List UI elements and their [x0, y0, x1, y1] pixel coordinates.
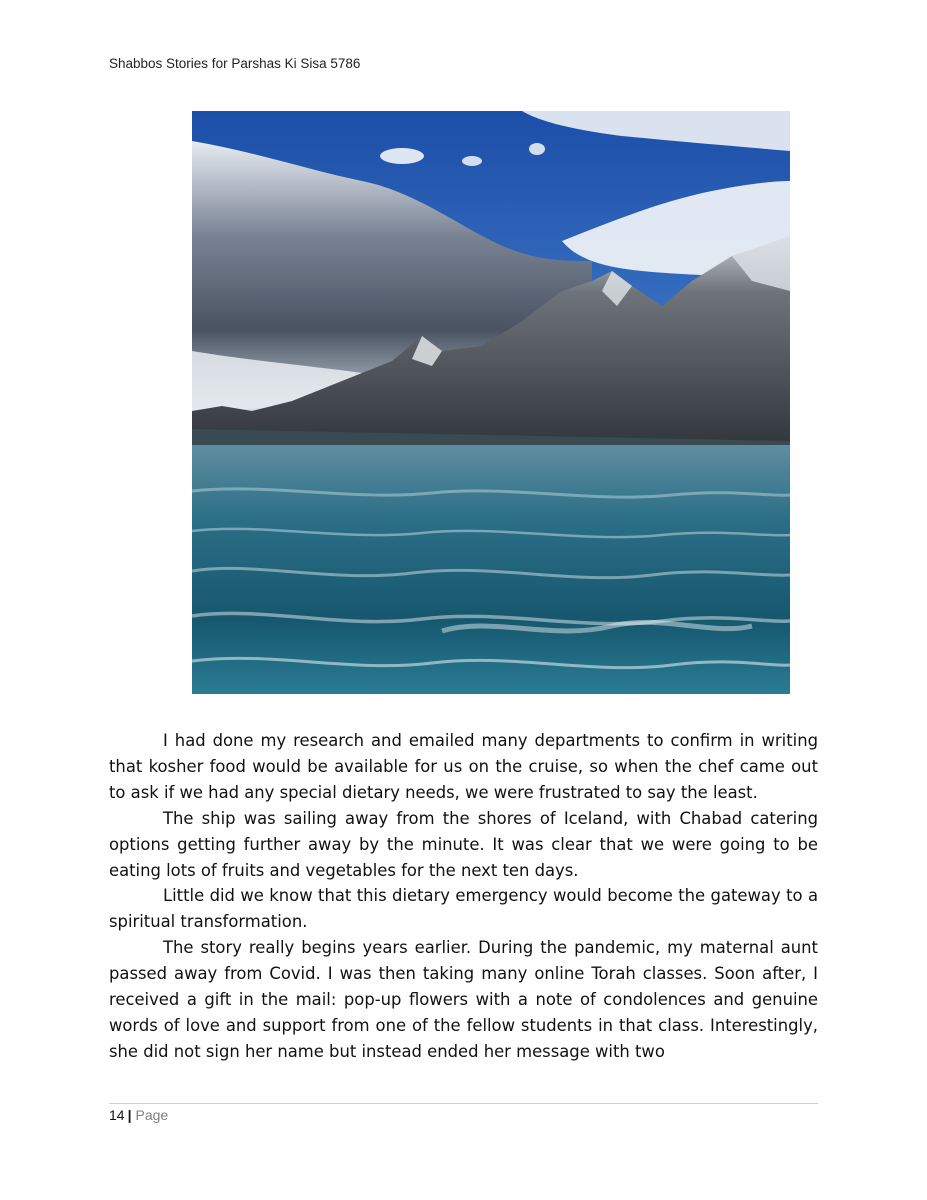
- body-paragraph-3: Little did we know that this dietary emergency would become the gateway to a spiritual transformation.: [109, 886, 818, 932]
- mountain-lake-photo: [192, 111, 790, 694]
- page-label: Page: [135, 1107, 169, 1123]
- page-footer: [109, 1107, 168, 1123]
- page-number: 14: [109, 1107, 125, 1123]
- footer-separator: |: [127, 1107, 132, 1123]
- body-paragraph-4: The story really begins years earlier. During the pandemic, my maternal aunt passed away from Covid. I was then taking many online Torah classes. Soon after, I received a gift in the mail: pop-up flowers with a note of condolences and genuine words of love and support from one of the fellow students in that class. Interestingly, she did not sign her name but instead ended her message with two: [109, 938, 818, 1061]
- body-paragraph-1: I had done my research and emailed many departments to confirm in writing that kosher food would be available for us on the cruise, so when the chef came out to ask if we had any special dietary needs, we were frustrated to say the least.: [109, 731, 818, 802]
- body-paragraph-2: The ship was sailing away from the shores of Iceland, with Chabad catering options getting further away by the minute. It was clear that we were going to be eating lots of fruits and vegetables for the next ten days.: [109, 808, 818, 880]
- footer-divider: [109, 1103, 818, 1104]
- article-body: [109, 728, 818, 1065]
- page-header-title: Shabbos Stories for Parshas Ki Sisa 5786: [109, 56, 361, 71]
